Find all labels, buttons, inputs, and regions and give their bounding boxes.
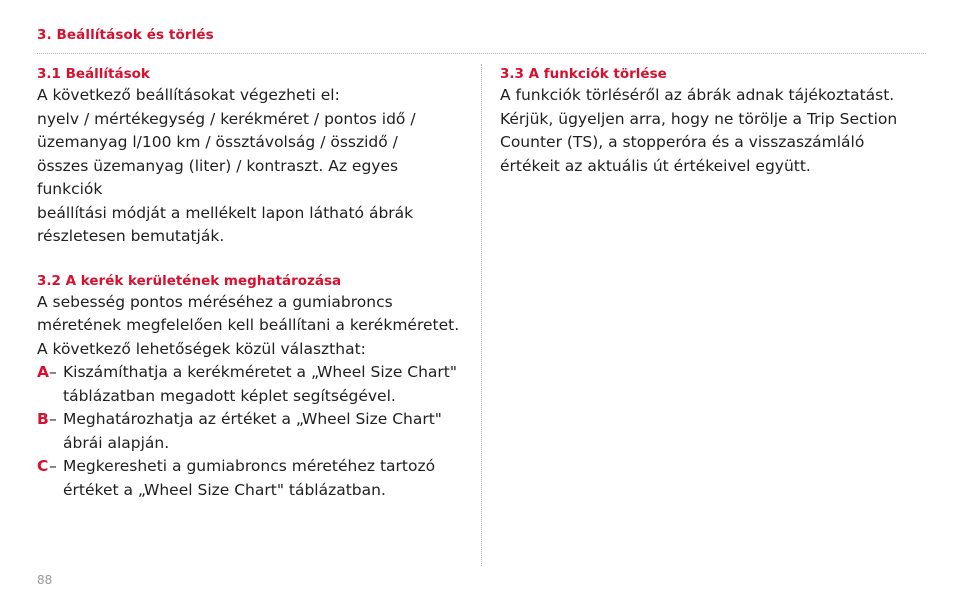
reset-paragraph [500,84,920,178]
wheel-heading: 3.2 A kerék kerületének meghatározása [37,272,342,289]
wheel-option-b [37,408,462,455]
option-line: Kiszámíthatja a kerékméretet a „Wheel Size Chart" [63,363,458,381]
option-line: értéket a „Wheel Size Chart" táblázatban. [63,480,386,499]
settings-line: összes üzemanyag (liter) / kontraszt. Az egyes funkciók [37,156,399,198]
option-line: ábrái alapján. [63,433,170,452]
wheel-line: A sebesség pontos méréséhez a gumiabroncs [37,292,393,311]
settings-line: beállítási módját a mellékelt lapon látható ábrák [37,203,414,222]
settings-paragraph [37,84,462,249]
wheel-option-c [37,455,462,502]
column-divider [481,64,482,566]
right-column [500,64,920,178]
left-column [37,64,462,502]
wheel-line: A következő lehetőségek közül választhat: [37,339,366,358]
settings-line: A következő beállításokat végezheti el: [37,86,340,104]
option-letter: C [37,457,49,475]
page-number: 88 [37,573,53,587]
settings-heading: 3.1 Beállítások [37,66,150,82]
option-dash: – [49,410,57,428]
wheel-paragraph [37,291,462,362]
reset-line: értékeit az aktuális út értékeivel együtt. [500,156,811,175]
option-letter: B [37,410,49,428]
settings-line: nyelv / mértékegység / kerékméret / pontos idő / [37,109,416,128]
option-line: Megkeresheti a gumiabroncs méretéhez tartozó [63,457,436,475]
option-dash: – [49,363,57,381]
reset-line: Counter (TS), a stopperóra és a visszaszámláló [500,133,865,151]
reset-line: A funkciók törléséről az ábrák adnak tájékoztatást. [500,86,895,104]
reset-line: Kérjük, ügyeljen arra, hogy ne törölje a Trip Section [500,109,898,128]
wheel-line: méretének megfelelően kell beállítani a kerékméretet. [37,316,460,334]
settings-line: üzemanyag l/100 km / össztávolság / összidő / [37,133,398,151]
option-dash: – [49,457,57,475]
option-line: táblázatban megadott képlet segítségével. [63,386,396,405]
settings-line: részletesen bemutatják. [37,227,225,245]
wheel-option-a [37,361,462,408]
option-letter: A [37,363,49,381]
top-divider [37,53,926,54]
reset-heading: 3.3 A funkciók törlése [500,66,667,82]
section-title: 3. Beállítások és törlés [37,27,214,43]
option-line: Meghatározhatja az értéket a „Wheel Size Chart" [63,410,442,428]
